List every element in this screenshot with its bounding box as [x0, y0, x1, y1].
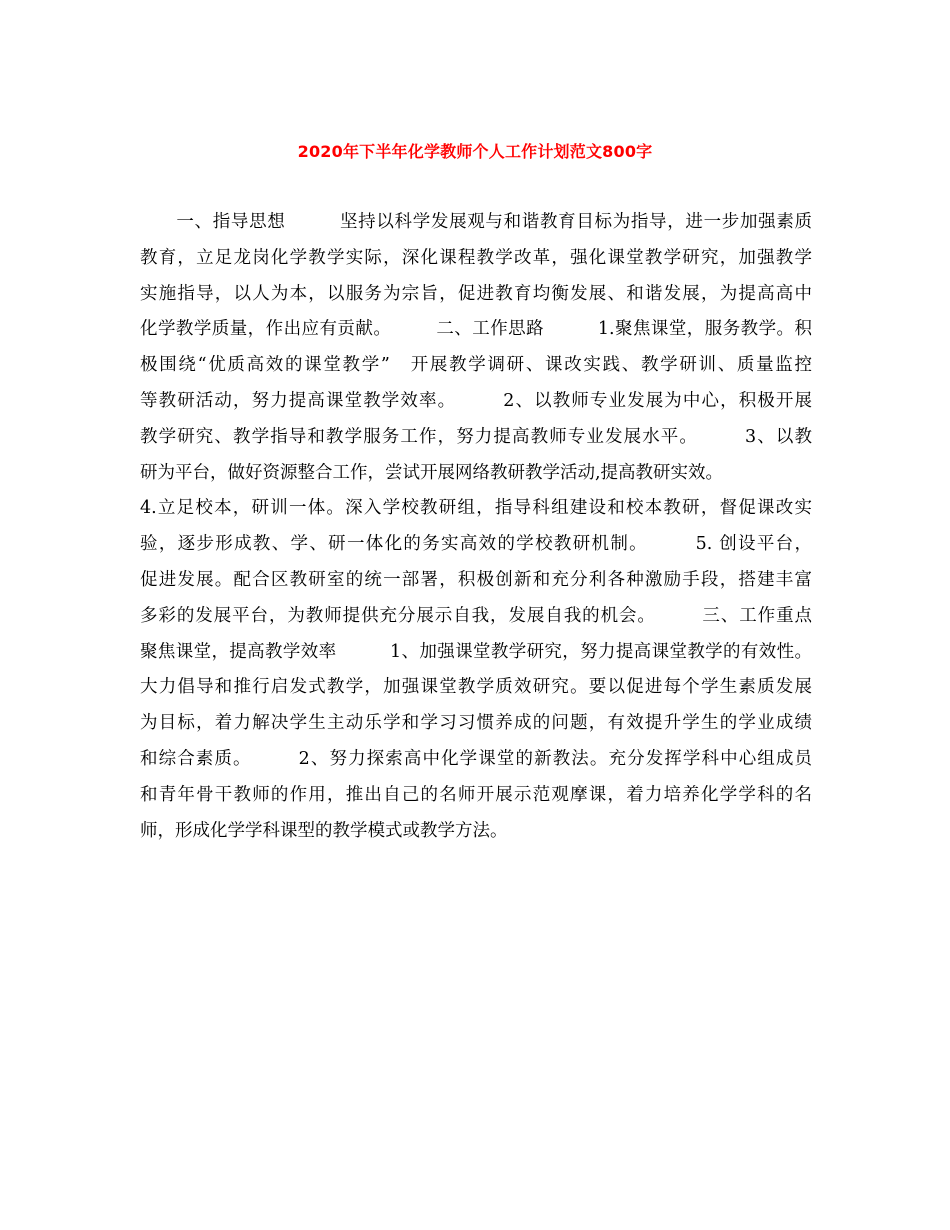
- body-line: 教育，立足龙岗化学教学实际，深化课程教学改革，强化课堂教学研究，加强教学: [140, 247, 812, 268]
- body-line: 化学教学质量，作出应有贡献。 二、工作思路 1.聚焦课堂，服务教学。积: [140, 319, 812, 340]
- body-line: 实施指导，以人为本，以服务为宗旨，促进教育均衡发展、和谐发展，为提高高中: [140, 283, 812, 304]
- body-line: 一、指导思想 坚持以科学发展观与和谐教育目标为指导，进一步加强素质: [140, 212, 812, 232]
- body-line: 多彩的发展平台，为教师提供充分展示自我，发展自我的机会。 三、工作重点: [140, 605, 812, 626]
- document-body: [140, 205, 812, 849]
- body-line: 4.立足校本，研训一体。深入学校教研组，指导科组建设和校本教研，督促课改实: [140, 498, 812, 519]
- body-line: 和青年骨干教师的作用，推出自己的名师开展示范观摩课，着力培养化学学科的名: [140, 784, 812, 805]
- document-title: 2020年下半年化学教师个人工作计划范文800字: [297, 142, 653, 161]
- body-line: 师，形成化学学科课型的教学模式或教学方法。: [140, 820, 508, 841]
- body-line: 研为平台，做好资源整合工作，尝试开展网络教研教学活动,提高教研实效。: [140, 462, 724, 483]
- body-line: 极围绕“优质高效的课堂教学” 开展教学调研、课改实践、教学研训、质量监控: [140, 355, 812, 376]
- body-line: 促进发展。配合区教研室的统一部署，积极创新和充分利各种激励手段，搭建丰富: [140, 569, 812, 590]
- body-line: 大力倡导和推行启发式教学，加强课堂教学质效研究。要以促进每个学生素质发展: [140, 677, 812, 698]
- body-line: 为目标，着力解决学生主动乐学和学习习惯养成的问题，有效提升学生的学业成绩: [140, 713, 812, 734]
- body-line: 和综合素质。 2、努力探索高中化学课堂的新教法。充分发挥学科中心组成员: [140, 748, 812, 769]
- body-line: 教学研究、教学指导和教学服务工作，努力提高教师专业发展水平。 3、以教: [140, 426, 812, 447]
- body-line: 验，逐步形成教、学、研一体化的务实高效的学校教研机制。 5. 创设平台，: [140, 534, 812, 555]
- body-line: 聚焦课堂，提高教学效率 1、加强课堂教学研究，努力提高课堂教学的有效性。: [140, 641, 812, 662]
- body-line: 等教研活动，努力提高课堂教学效率。 2、以教师专业发展为中心，积极开展: [140, 390, 812, 411]
